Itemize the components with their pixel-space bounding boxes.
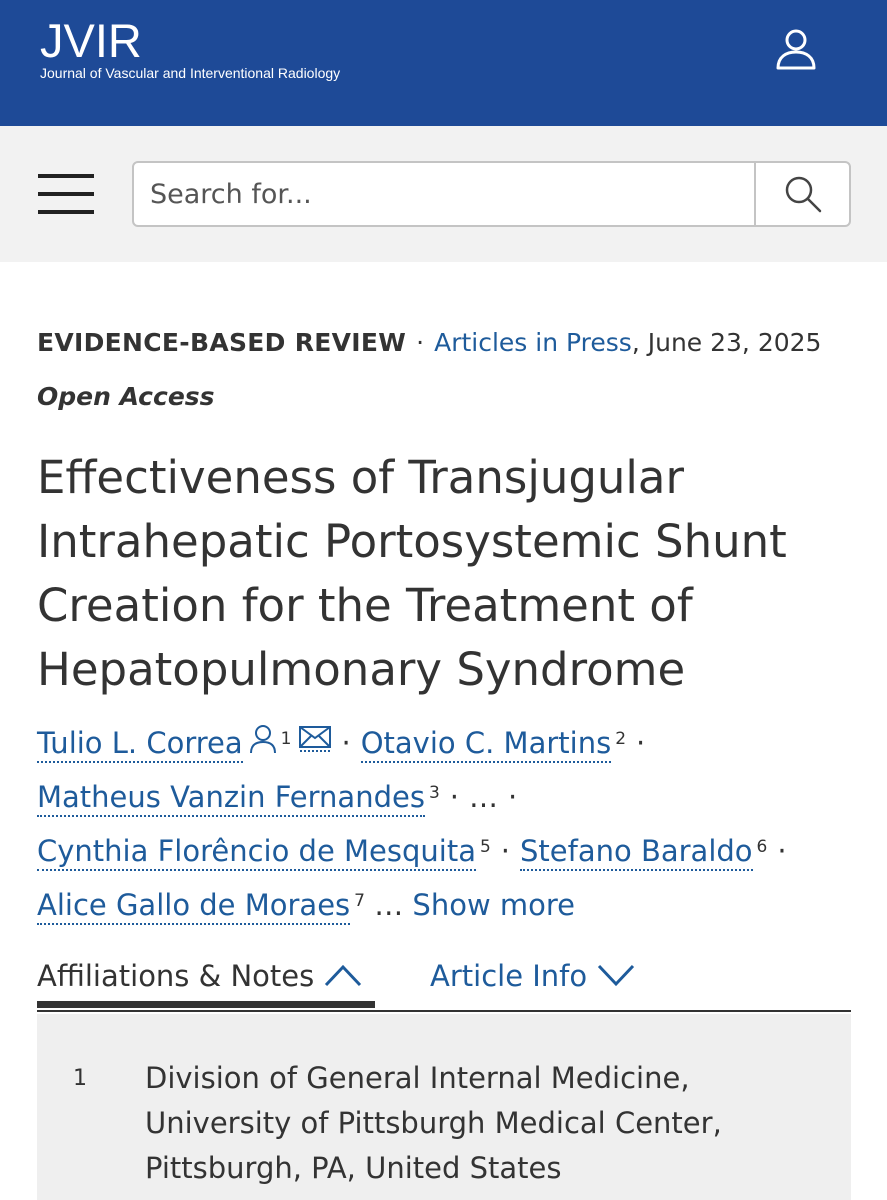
search-button[interactable]: [756, 163, 849, 225]
article-title: Effectiveness of Transjugular Intrahepatic Portosystemic Shunt Creation for the Treatment of Hepatopulmonary Syndrome: [37, 451, 787, 696]
publication-date: June 23, 2025: [647, 328, 822, 357]
authors-ellipsis: …: [469, 780, 498, 814]
search-icon: [783, 174, 823, 214]
tab-article-info[interactable]: [430, 952, 635, 1010]
author-affiliation-number: 1: [280, 729, 292, 749]
menu-icon[interactable]: [38, 174, 94, 214]
author-link[interactable]: Otavio C. Martins: [361, 726, 611, 763]
author-affiliation-number: 3: [428, 783, 440, 803]
journal-logo[interactable]: JVIR: [40, 14, 142, 67]
author-link[interactable]: Tulio L. Correa: [37, 726, 243, 763]
affiliation-text: Division of General Internal Medicine, University of Pittsburgh Medical Center, Pittsburgh, PA, United States: [145, 1061, 722, 1185]
user-icon[interactable]: [774, 27, 818, 71]
author-link[interactable]: Matheus Vanzin Fernandes: [37, 780, 425, 817]
author-link[interactable]: Alice Gallo de Moraes: [37, 888, 350, 925]
author-affiliation-number: 2: [615, 729, 627, 749]
journal-subtitle: Journal of Vascular and Interventional Radiology: [40, 65, 341, 81]
chevron-down-icon: [597, 963, 635, 987]
affiliation-number: 1: [73, 1066, 87, 1091]
person-icon[interactable]: [249, 724, 277, 754]
author-affiliation-number: 6: [756, 837, 768, 857]
show-more-button[interactable]: Show more: [412, 888, 576, 922]
author-affiliation-number: 5: [479, 837, 491, 857]
article-meta: EVIDENCE-BASED REVIEW · Articles in Press, June 23, 2025: [37, 328, 822, 357]
affiliations-panel: [37, 1014, 851, 1200]
author-link[interactable]: Cynthia Florêncio de Mesquita: [37, 834, 476, 871]
search-input[interactable]: [136, 165, 752, 223]
active-tab-indicator: [37, 1001, 375, 1008]
article-tabs: [37, 952, 851, 1012]
site-header: [0, 0, 887, 126]
email-icon[interactable]: [298, 725, 332, 753]
author-list: Tulio L. Correa $^1$ · Otavio C. Martins $^2$ · Matheus Vanzin Fernandes $^3$ · … · Cynthia Florêncio de Mesquita $^5$ · Stefano Baraldo $^6$ · Alice Gallo de Moraes $^7$ … Show more: [37, 716, 867, 932]
articles-in-press-link[interactable]: Articles in Press: [434, 328, 632, 357]
search-box: [132, 161, 851, 227]
tab-affiliations[interactable]: [37, 952, 362, 1010]
chevron-up-icon: [324, 963, 362, 987]
open-access-label: Open Access: [37, 382, 215, 411]
tab-label: Affiliations & Notes: [37, 959, 315, 993]
article-type: EVIDENCE-BASED REVIEW: [37, 328, 407, 357]
author-affiliation-number: 7: [354, 891, 365, 911]
authors-ellipsis: …: [374, 888, 404, 922]
tab-label: Article Info: [430, 959, 588, 993]
author-link[interactable]: Stefano Baraldo: [520, 834, 753, 871]
